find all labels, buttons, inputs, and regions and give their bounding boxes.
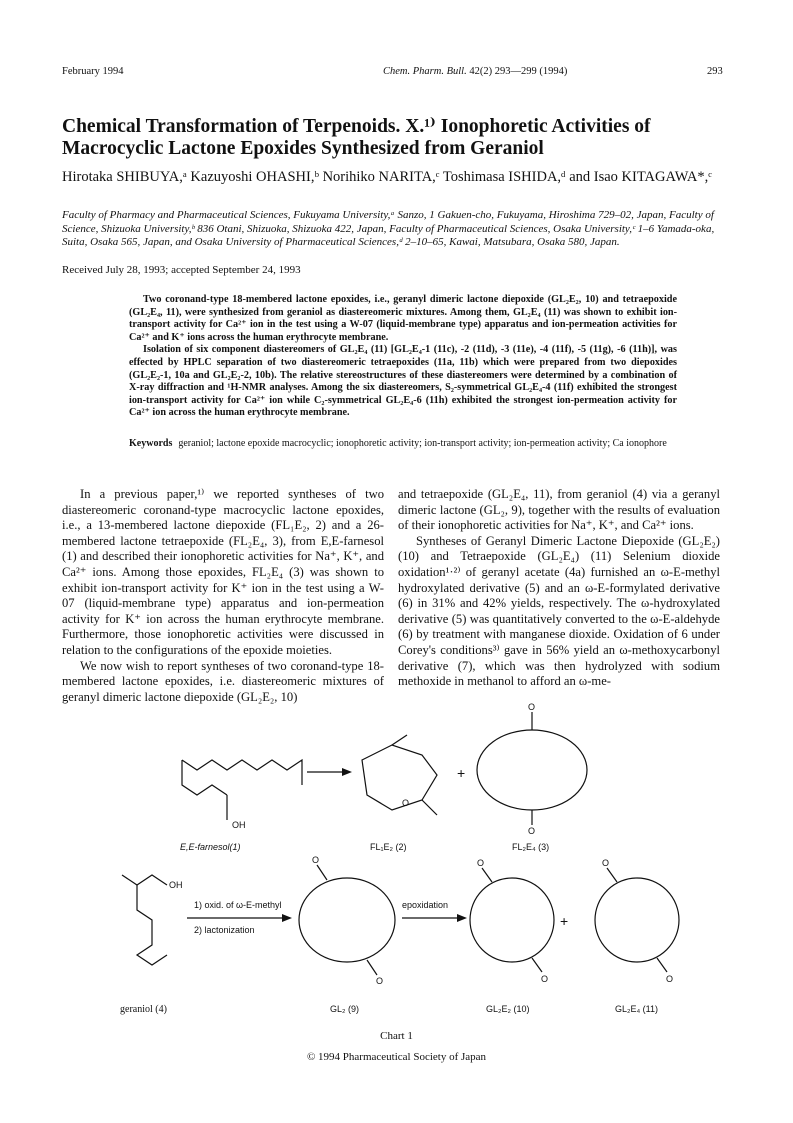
abstract bbox=[129, 294, 677, 420]
o-label: O bbox=[528, 702, 536, 712]
arrow-head bbox=[282, 914, 292, 922]
gl2-structure bbox=[299, 865, 395, 975]
o-label: O bbox=[312, 855, 320, 865]
oh-label: OH bbox=[169, 880, 183, 890]
farnesol-label: E,E-farnesol(1) bbox=[180, 842, 241, 852]
plus-sign: + bbox=[457, 765, 466, 781]
arrow-head bbox=[342, 768, 352, 776]
oh-label: OH bbox=[232, 820, 246, 830]
received-date: Received July 28, 1993; accepted September 24, 1993 bbox=[62, 264, 301, 276]
abstract-paragraph: Isolation of six component diastereomers of GL₂E₄ (11) [GL₂E₄-1 (11c), -2 (11d), -3 (11e), -4 (11f), -5 (11g), -6 (11h)], was effected by HPLC separation of two diastereomeric tetraepoxides (11a, 11b) which were prepared from two diepoxides (GL₂E₂-1, 10a and GL₂E₂-2, 10b). The relative stereostructures of these diastereomers were determined by a combination of X-ray diffraction and ¹H-NMR analyses. Among the six diastereomers, S₂-symmetrical GL₂E₄-4 (11f) exhibited the strongest ion-transport activity for Ca²⁺ ion while C₂-symmetrical GL₂E₄-6 (11h) exhibited the strongest ion-permeation activity for Ca²⁺ ion across the human erythrocyte membrane. bbox=[129, 344, 677, 419]
gl2e2-structure bbox=[470, 868, 554, 972]
copyright: © 1994 Pharmaceutical Society of Japan bbox=[306, 1051, 487, 1063]
fl2e4-structure bbox=[477, 712, 587, 825]
o-label: O bbox=[602, 858, 610, 868]
chart-1-scheme bbox=[62, 700, 742, 1025]
o-label: O bbox=[528, 826, 536, 836]
header-date: February 1994 bbox=[62, 66, 124, 77]
gl2e2-label: GL₂E₂ (10) bbox=[486, 1004, 530, 1014]
step-1-label: 1) oxid. of ω-E-methyl bbox=[194, 900, 282, 910]
body-paragraph: In a previous paper,¹⁾ we reported syntheses of two diastereomeric coronand-type macrocyclic lactone epoxides, i.e., a 13-membered lactone diepoxide (FL₁E₂, 2) and a 26-membered lactone tetraepoxide (FL₂E₄, 3), from E,E-farnesol (1) and described their ionophoretic activities for Na⁺, K⁺, and Ca²⁺ ions. Among those epoxides, FL₂E₄ (3) was shown to exhibit ion-transport activity for K⁺ ion in the test using a W-07 (liquid-membrane type) apparatus and ion-permeation activity for K⁺ ion across the human erythrocyte membrane. Furthermore, those ionophoretic activities were discussed in relation to the configurations of the epoxide moieties. bbox=[62, 487, 384, 657]
o-label: O bbox=[376, 976, 384, 986]
gl2e4-structure bbox=[595, 868, 679, 972]
o-label: O bbox=[477, 858, 485, 868]
chart-caption: Chart 1 bbox=[380, 1030, 413, 1042]
fl2e4-label: FL₂E₄ (3) bbox=[512, 842, 550, 852]
header-journal bbox=[383, 66, 567, 77]
step-2-label: 2) lactonization bbox=[194, 925, 255, 935]
o-label: O bbox=[666, 974, 674, 984]
journal-volume: 42(2) 293—299 (1994) bbox=[469, 66, 568, 77]
body-paragraph: Syntheses of Geranyl Dimeric Lactone Diepoxide (GL₂E₂) (10) and Tetraepoxide (GL₂E₄) (11) Selenium dioxide oxidation¹·²⁾ of geranyl acetate (4a) furnished an ω-E-methyl hydroxylated derivative (5) and an ω-E-formylated derivative (6) in 31% and 42% yields, respectively. The ω-hydroxylated derivative (5) was quantitatively converted to the ω-E-aldehyde (6) by treatment with manganese dioxide. Oxidation of 6 under Corey's conditions³⁾ gave in 56% yield an ω-methoxycarbonyl derivative (7), which was then hydrolyzed with sodium methoxide in methanol to afford an ω-me- bbox=[398, 533, 720, 689]
geraniol-structure bbox=[122, 875, 167, 965]
fl1e2-structure bbox=[362, 735, 437, 815]
o-label: O bbox=[402, 798, 410, 808]
o-label: O bbox=[541, 974, 549, 984]
body-column-right bbox=[398, 487, 720, 690]
geraniol-label: geraniol (4) bbox=[120, 1004, 167, 1015]
farnesol-structure bbox=[182, 760, 302, 820]
arrow-head bbox=[457, 914, 467, 922]
keywords bbox=[129, 438, 677, 451]
body-paragraph: and tetraepoxide (GL₂E₄, 11), from geraniol (4) via a geranyl dimeric lactone (GL₂, 9), together with the results of evaluation of their ionophoretic activities for Na⁺, K⁺, and Ca²⁺ ions. bbox=[398, 487, 720, 533]
fl1e2-label: FL₁E₂ (2) bbox=[370, 842, 407, 852]
page-number: 293 bbox=[707, 66, 723, 77]
body-paragraph: We now wish to report syntheses of two coronand-type 18-membered lactone epoxides, i.e. diastereomeric mixtures of geranyl dimeric lactone diepoxide (GL₂E₂, 10) bbox=[62, 658, 384, 704]
authors: Hirotaka SHIBUYA,ᵃ Kazuyoshi OHASHI,ᵇ Norihiko NARITA,ᶜ Toshimasa ISHIDA,ᵈ and Isao KITAGAWA*,ᶜ bbox=[62, 169, 712, 185]
gl2-label: GL₂ (9) bbox=[330, 1004, 359, 1014]
keywords-label: Keywords bbox=[129, 438, 173, 449]
epoxidation-label: epoxidation bbox=[402, 900, 449, 910]
keywords-text: geraniol; lactone epoxide macrocyclic; ionophoretic activity; ion-transport activity; ion-permeation activity; Ca ionophore bbox=[178, 438, 667, 449]
plus-sign: + bbox=[560, 913, 569, 929]
abstract-paragraph: Two coronand-type 18-membered lactone epoxides, i.e., geranyl dimeric lactone diepoxide (GL₂E₂, 10) and tetraepoxide (GL₂E₄, 11), were synthesized from geraniol as diastereomeric mixtures. Among them, GL₂E₄ (11) was shown to exhibit ion-transport activity for Ca²⁺ ion in the test using a W-07 (liquid-membrane type) apparatus and ion-permeation activities for Ca²⁺ and K⁺ ions across the human erythrocyte membrane. bbox=[129, 294, 677, 343]
body-column-left bbox=[62, 487, 384, 705]
gl2e4-label: GL₂E₄ (11) bbox=[615, 1004, 659, 1014]
paper-title: Chemical Transformation of Terpenoids. X.¹⁾ Ionophoretic Activities of Macrocyclic Lactone Epoxides Synthesized from Geraniol bbox=[62, 116, 651, 159]
affiliations: Faculty of Pharmacy and Pharmaceutical Sciences, Fukuyama University,ᵃ Sanzo, 1 Gakuen-cho, Fukuyama, Hiroshima 729–02, Japan, Faculty of Science, Shizuoka University,ᵇ 836 Otani, Shizuoka, Shizuoka 422, Japan, Faculty of Pharmaceutical Sciences, Osaka University,ᶜ 1–6 Yamada-oka, Suita, Osaka 565, Japan, and Osaka University of Pharmaceutical Sciences,ᵈ 2–10–65, Kawai, Matsubara, Osaka 580, Japan. bbox=[62, 209, 715, 248]
journal-name: Chem. Pharm. Bull. bbox=[383, 66, 467, 77]
